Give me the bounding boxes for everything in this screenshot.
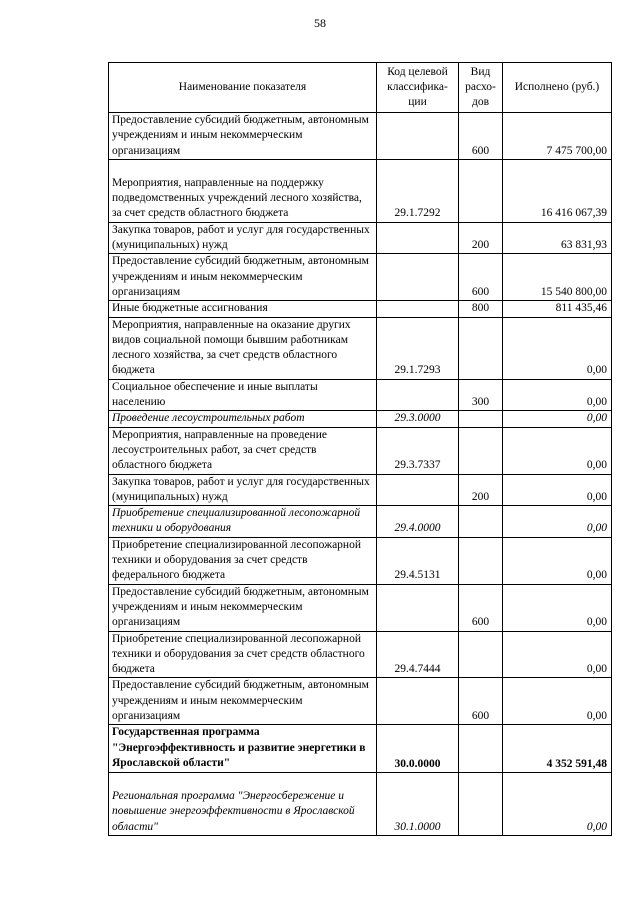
row-executed-cell: 15 540 800,00 xyxy=(503,254,612,301)
row-name-cell: Мероприятия, направленные на проведение лесоустроительных работ, за счет средств областного бюджета xyxy=(109,427,377,474)
row-executed-cell: 16 416 067,39 xyxy=(503,159,612,222)
row-executed-cell: 0,00 xyxy=(503,379,612,411)
row-type-cell xyxy=(459,411,503,427)
row-type-cell: 600 xyxy=(459,584,503,631)
table-row xyxy=(109,773,612,836)
row-name-cell: Региональная программа "Энергосбережение и повышение энергоэффективности в Ярославской области" xyxy=(109,773,377,836)
row-name-cell: Социальное обеспечение и иные выплаты населению xyxy=(109,379,377,411)
row-executed-cell: 0,00 xyxy=(503,506,612,538)
row-executed-cell: 0,00 xyxy=(503,631,612,678)
row-name-cell: Государственная программа "Энергоэффективность и развитие энергетики в Ярославской области" xyxy=(109,725,377,773)
row-executed-cell: 0,00 xyxy=(503,427,612,474)
row-type-cell xyxy=(459,427,503,474)
table-row xyxy=(109,678,612,725)
table-row xyxy=(109,113,612,160)
row-code-cell xyxy=(377,678,459,725)
row-type-cell xyxy=(459,317,503,379)
row-type-cell: 200 xyxy=(459,222,503,254)
column-header-code: Код целевой классифика-ции xyxy=(377,63,459,113)
row-type-cell xyxy=(459,159,503,222)
row-code-cell: 29.3.0000 xyxy=(377,411,459,427)
row-type-cell xyxy=(459,537,503,584)
row-type-cell: 300 xyxy=(459,379,503,411)
row-executed-cell: 0,00 xyxy=(503,584,612,631)
row-code-cell xyxy=(377,584,459,631)
row-type-cell: 600 xyxy=(459,678,503,725)
row-type-cell xyxy=(459,506,503,538)
row-code-cell: 29.4.5131 xyxy=(377,537,459,584)
row-name-cell: Предоставление субсидий бюджетным, автономным учреждениям и иным некоммерческим организациям xyxy=(109,678,377,725)
table-row xyxy=(109,537,612,584)
row-code-cell xyxy=(377,113,459,160)
row-code-cell xyxy=(377,301,459,317)
row-name-cell: Предоставление субсидий бюджетным, автономным учреждениям и иным некоммерческим организациям xyxy=(109,254,377,301)
table-row xyxy=(109,379,612,411)
row-executed-cell: 4 352 591,48 xyxy=(503,725,612,773)
row-code-cell xyxy=(377,222,459,254)
row-name-cell: Приобретение специализированной лесопожарной техники и оборудования xyxy=(109,506,377,538)
table-row xyxy=(109,725,612,773)
row-name-cell: Предоставление субсидий бюджетным, автономным учреждениям и иным некоммерческим организациям xyxy=(109,584,377,631)
row-name-cell: Мероприятия, направленные на поддержку подведомственных учреждений лесного хозяйства, за счет средств областного бюджета xyxy=(109,159,377,222)
row-executed-cell: 0,00 xyxy=(503,474,612,506)
row-executed-cell: 0,00 xyxy=(503,773,612,836)
table-row xyxy=(109,222,612,254)
row-executed-cell: 811 435,46 xyxy=(503,301,612,317)
column-header-executed: Исполнено (руб.) xyxy=(503,63,612,113)
row-type-cell: 800 xyxy=(459,301,503,317)
row-name-cell: Закупка товаров, работ и услуг для государственных (муниципальных) нужд xyxy=(109,474,377,506)
row-type-cell: 600 xyxy=(459,113,503,160)
page-number: 58 xyxy=(314,16,326,30)
row-executed-cell: 63 831,93 xyxy=(503,222,612,254)
table-row xyxy=(109,631,612,678)
row-type-cell xyxy=(459,773,503,836)
row-executed-cell: 7 475 700,00 xyxy=(503,113,612,160)
row-type-cell: 200 xyxy=(459,474,503,506)
row-type-cell: 600 xyxy=(459,254,503,301)
table-row xyxy=(109,474,612,506)
row-code-cell xyxy=(377,474,459,506)
column-header-type: Вид расхо-дов xyxy=(459,63,503,113)
table-row xyxy=(109,506,612,538)
column-header-name: Наименование показателя xyxy=(109,63,377,113)
row-name-cell: Предоставление субсидий бюджетным, автономным учреждениям и иным некоммерческим организациям xyxy=(109,113,377,160)
row-code-cell: 29.1.7293 xyxy=(377,317,459,379)
row-type-cell xyxy=(459,725,503,773)
row-name-cell: Проведение лесоустроительных работ xyxy=(109,411,377,427)
row-code-cell: 30.1.0000 xyxy=(377,773,459,836)
table-row xyxy=(109,317,612,379)
row-name-cell: Приобретение специализированной лесопожарной техники и оборудования за счет средств федерального бюджета xyxy=(109,537,377,584)
table-row xyxy=(109,159,612,222)
row-name-cell: Приобретение специализированной лесопожарной техники и оборудования за счет средств областного бюджета xyxy=(109,631,377,678)
table-row xyxy=(109,584,612,631)
row-executed-cell: 0,00 xyxy=(503,317,612,379)
row-code-cell: 29.4.0000 xyxy=(377,506,459,538)
row-type-cell xyxy=(459,631,503,678)
row-executed-cell: 0,00 xyxy=(503,411,612,427)
row-name-cell: Иные бюджетные ассигнования xyxy=(109,301,377,317)
row-code-cell xyxy=(377,379,459,411)
row-code-cell xyxy=(377,254,459,301)
row-code-cell: 29.1.7292 xyxy=(377,159,459,222)
row-code-cell: 30.0.0000 xyxy=(377,725,459,773)
budget-execution-table xyxy=(108,62,612,836)
row-executed-cell: 0,00 xyxy=(503,537,612,584)
table-row xyxy=(109,411,612,427)
row-name-cell: Мероприятия, направленные на оказание других видов социальной помощи бывшим работникам лесного хозяйства, за счет средств областного бюджета xyxy=(109,317,377,379)
table-row xyxy=(109,254,612,301)
row-code-cell: 29.3.7337 xyxy=(377,427,459,474)
table-row xyxy=(109,301,612,317)
table-row xyxy=(109,427,612,474)
row-name-cell: Закупка товаров, работ и услуг для государственных (муниципальных) нужд xyxy=(109,222,377,254)
row-executed-cell: 0,00 xyxy=(503,678,612,725)
row-code-cell: 29.4.7444 xyxy=(377,631,459,678)
